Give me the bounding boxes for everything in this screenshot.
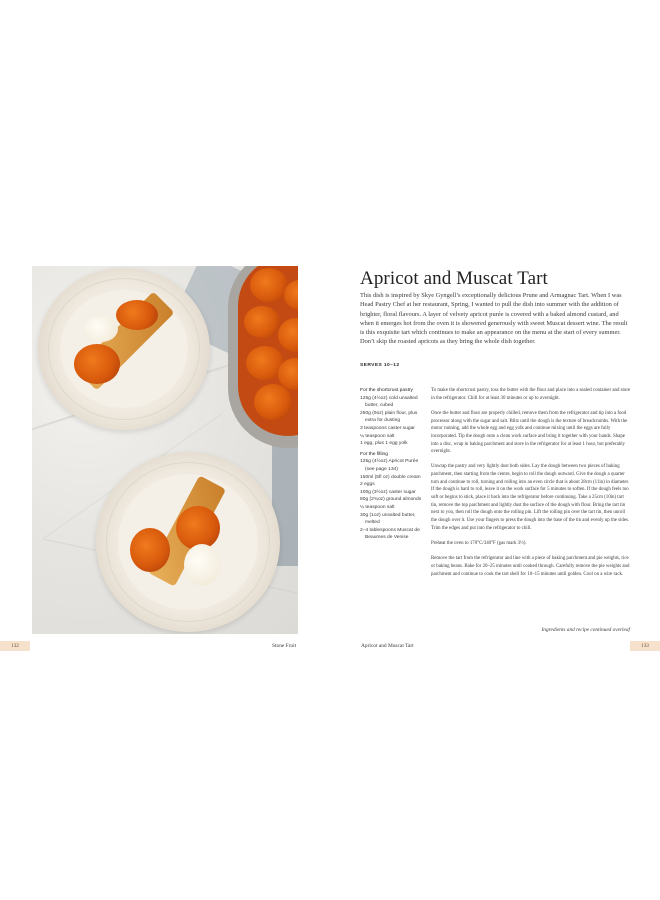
ingredients-list — [360, 387, 426, 545]
ingredient-item: 150ml (5fl oz) double cream — [360, 474, 421, 480]
apricot-half — [74, 344, 120, 384]
roasted-apricot — [254, 384, 292, 420]
apricot-half — [116, 300, 158, 330]
ingredient-item: 125g (4½oz) cold unsalted butter, cubed — [360, 395, 418, 409]
ingredient-item: 250g (9oz) plain flour, plus extra for dusting — [360, 410, 418, 424]
left-page-number: 132 — [0, 641, 30, 651]
ingredient-item: 2 eggs — [360, 482, 375, 488]
ingredient-item: 1 egg, plus 1 egg yolk — [360, 441, 408, 447]
roasted-apricot — [244, 306, 280, 338]
serves-label: SERVES 10–12 — [360, 363, 400, 368]
method-steps — [431, 387, 631, 586]
apricot-half — [130, 528, 170, 572]
creme-fraiche — [84, 316, 118, 342]
method-step: Preheat the oven to 170°C/340°F (gas mark 3½). — [431, 540, 527, 546]
right-page-number: 133 — [630, 641, 660, 651]
left-section-title: Stone Fruit — [272, 643, 297, 649]
right-running-title: Apricot and Muscat Tart — [361, 643, 414, 649]
ingredient-item: 2–4 tablespoons Muscat de Beaumes de Venise — [360, 527, 420, 541]
recipe-intro: This dish is inspired by Skye Gyngell’s exceptionally delicious Prune and Armagnac Tart. When I was Head Pastry Chef at her restaurant, Spring, I wanted to pull the dish into summer with the addition of brighter, floral flavours. A layer of velvety apricot purée is covered with a baked almond custard, and when it emerges hot from the oven it is showered generously with sweet Muscat dessert wine. The result is this exquisite tart which continues to make an appearance on the menu at the start of every summer. Don’t skip the roasted apricots as they bring the whole dish together. — [360, 292, 628, 346]
ingredient-item: 100g (3½oz) caster sugar — [360, 489, 416, 495]
continued-overleaf-note: Ingredients and recipe continued overleaf — [541, 627, 630, 633]
method-step: Remove the tart from the refrigerator and line with a piece of baking parchment and pie weights, rice or baking beans. Bake for 20–25 minutes until cooked through. Carefully remove the pie weights and parchment and continue to cook the tart shell for 10–15 minutes until golden. Cool on a wire rack. — [431, 556, 630, 577]
method-step: Unwrap the pastry and very lightly dust both sides. Lay the dough between two pieces of baking parchment, then starting from the centre, begin to roll the dough outward. Give the dough a quarter turn and continue to roll, turning and rolling into an even circle that is about 28cm (11in) in diameter. If the dough is hard to roll, leave it on the work surface for 5 minutes to soften. If the dough feels too soft or begins to stick, place it back into the refrigerator before continuing. Take a 25cm (10in) tart tin, remove the top parchment and lightly dust the surface of the dough with flour. Bring the tart tin next to you, then roll the dough onto the rolling pin. Lift the rolling pin over the tart tin, then unroll the dough over it. Use your fingers to press the dough into the base of the tin and evenly up the sides. Trim the edges and put into the refrigerator to chill. — [431, 464, 630, 531]
ingredient-item: ¼ teaspoon salt — [360, 433, 395, 439]
ingredient-group-pastry — [360, 387, 426, 448]
ingredient-item: 30g (1oz) unsalted butter, melted — [360, 512, 416, 526]
roasted-apricot — [250, 268, 288, 302]
ingredient-item: 125g (4½oz) Apricot Purée (see page 134) — [360, 459, 419, 472]
method-step: Once the butter and flour are properly chilled, remove them from the refrigerator and tip into a food processor along with the sugar and salt. Blitz until the dough is the texture of breadcrumbs. With the motor running, add the whole egg and egg yolk and continue mixing until the eggs are fully incorporated. Tip the dough onto a clean work surface and bring it together with your hands. Shape into a disc, wrap in baking parchment and store in the refrigerator for at least 1 hour, but preferably overnight. — [431, 410, 628, 455]
page-footer — [0, 641, 660, 652]
method-step: To make the shortcrust pastry, toss the butter with the flour and place into a sealed container and store in the refrigerator. Chill for at least 30 minutes or up to overnight. — [431, 388, 631, 401]
ingredient-item: 3 teaspoons caster sugar — [360, 425, 415, 431]
ingredient-item: 80g (2¾oz) ground almonds — [360, 497, 422, 503]
ingredient-item: ¼ teaspoon salt — [360, 504, 395, 510]
ingredient-group-heading: For the shortcrust pastry — [360, 388, 413, 393]
creme-fraiche — [184, 544, 220, 586]
tart-photo — [32, 266, 298, 634]
ingredient-group-filling — [360, 451, 426, 542]
recipe-title: Apricot and Muscat Tart — [360, 268, 548, 289]
ingredient-group-heading: For the filling — [360, 451, 388, 457]
